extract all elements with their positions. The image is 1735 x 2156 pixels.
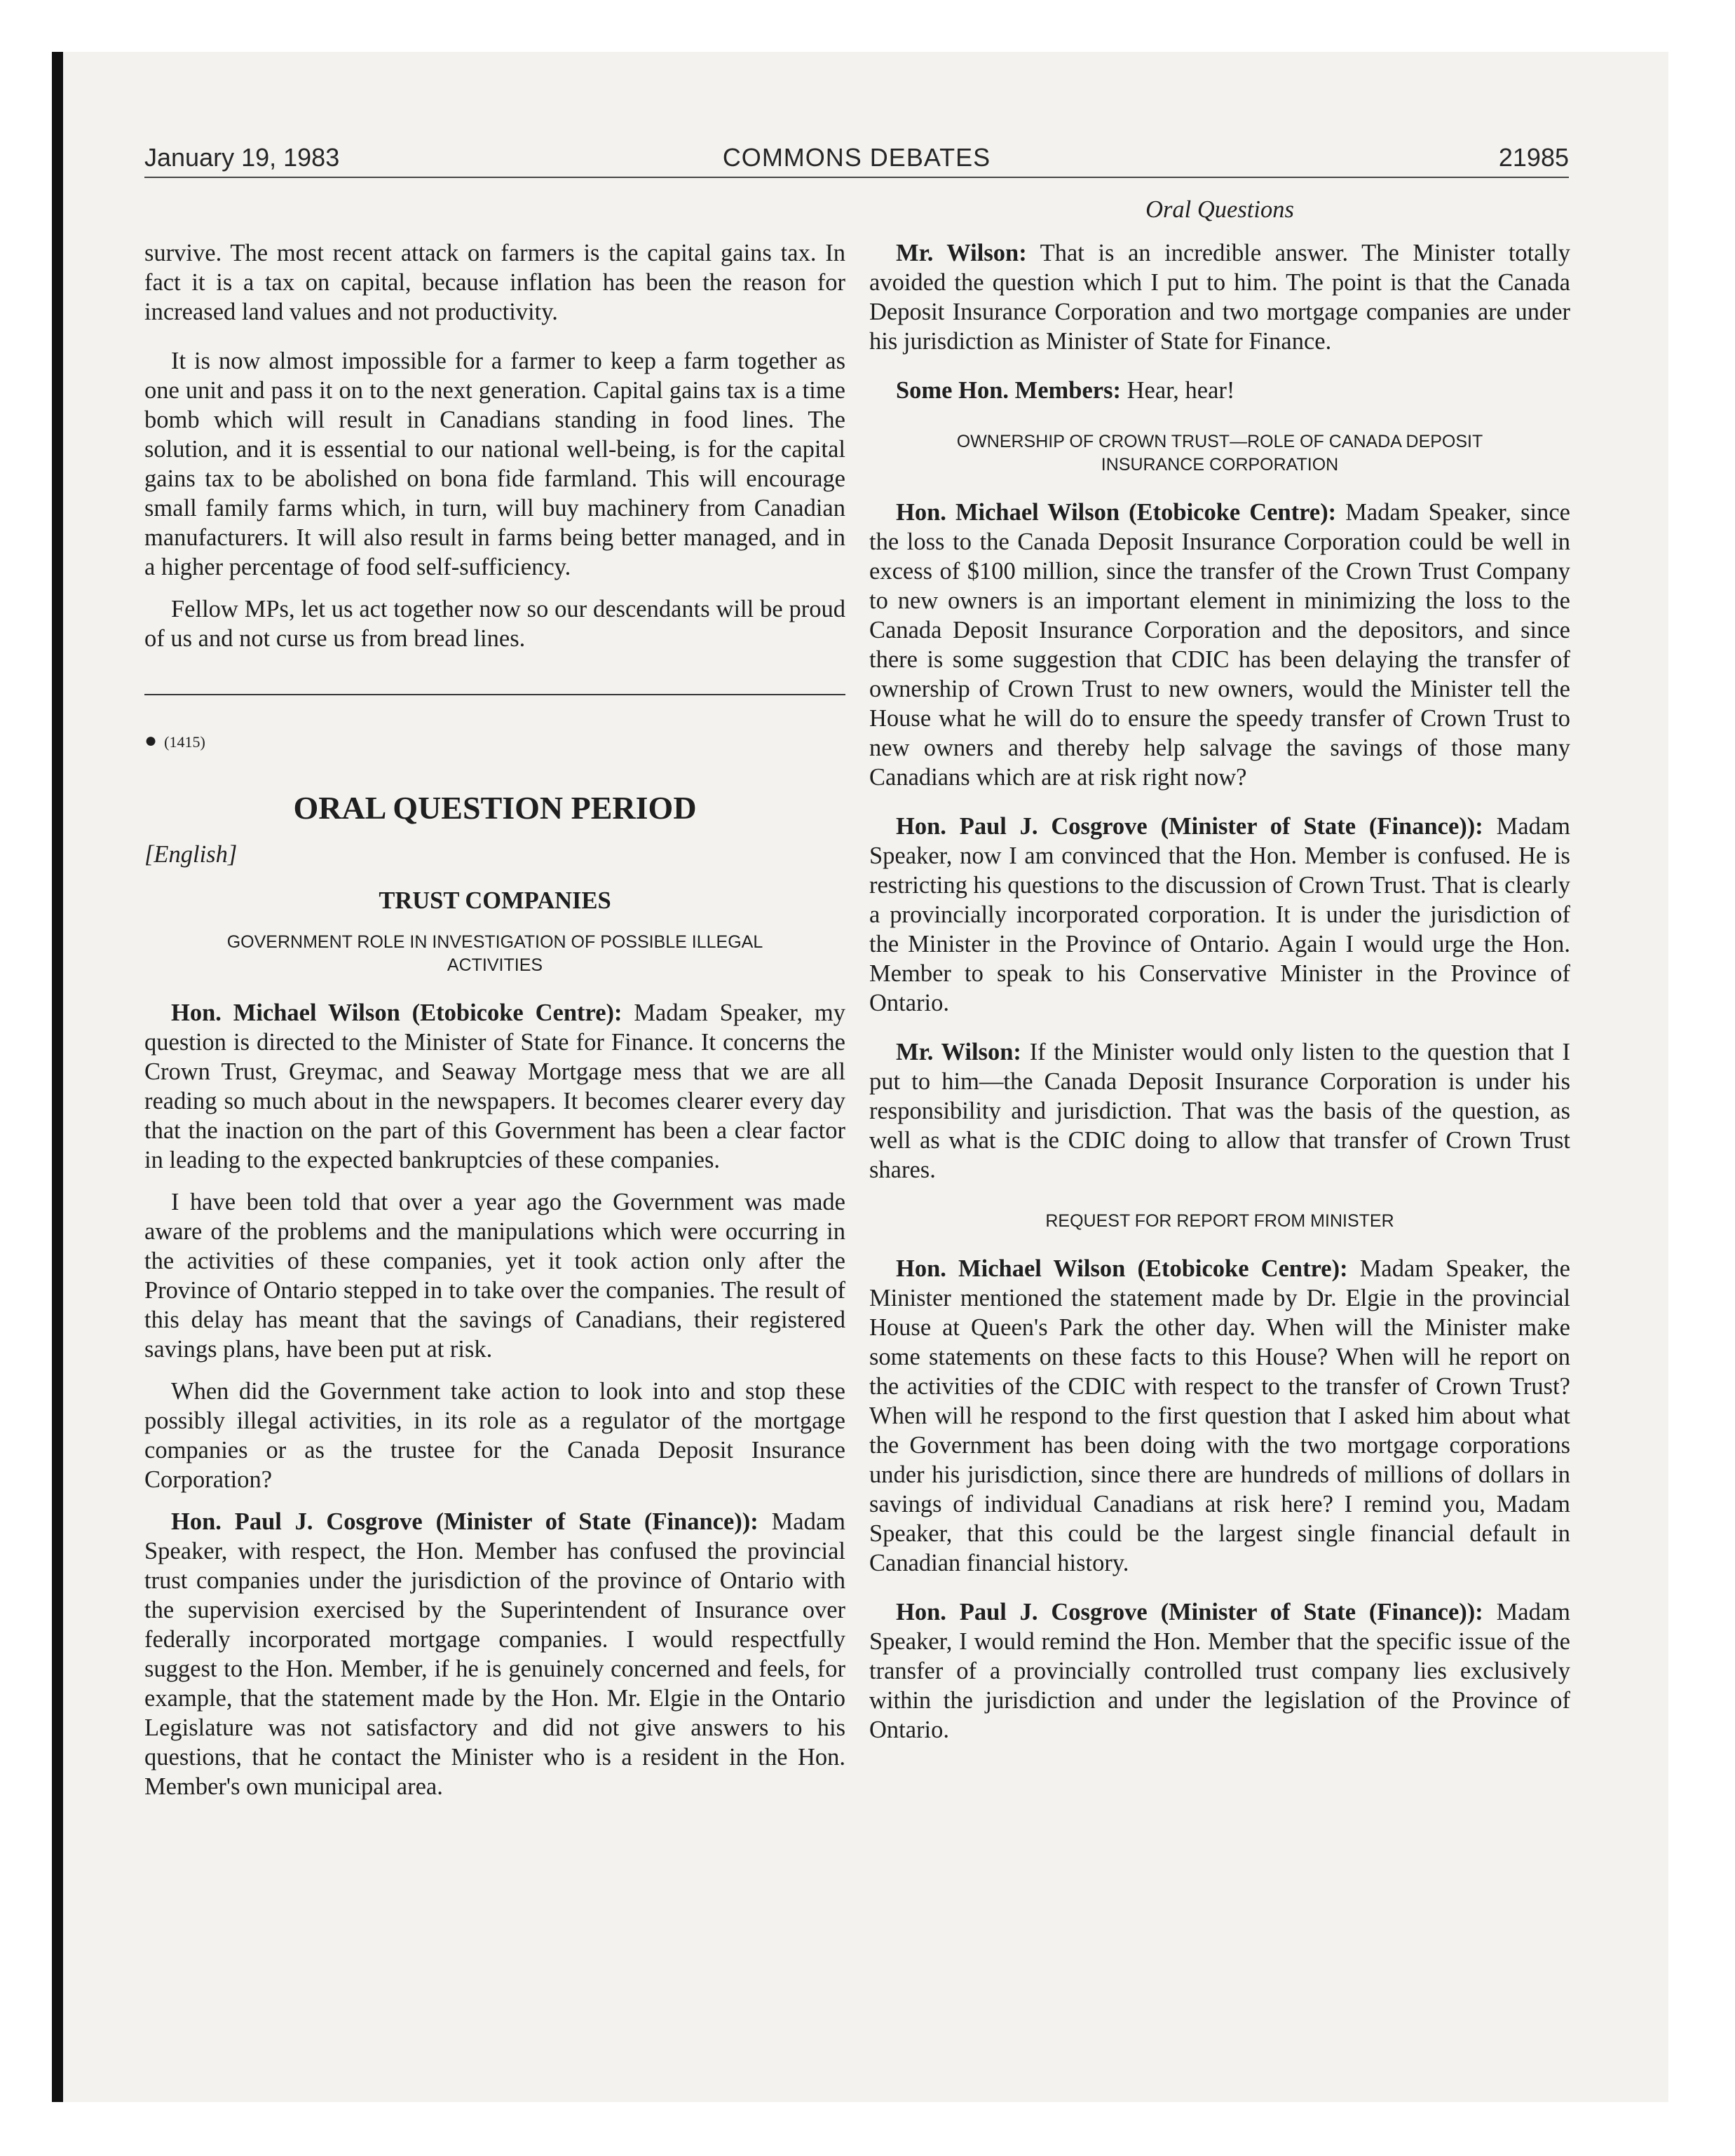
topic-heading: REQUEST FOR REPORT FROM MINISTER — [1045, 1211, 1394, 1231]
topic-heading: OWNERSHIP OF CROWN TRUST—ROLE OF CANADA DEPOSIT INSURANCE CORPORATION — [956, 432, 1483, 475]
speaker-name: Hon. Paul J. Cosgrove (Minister of State (Finance)): — [171, 1508, 758, 1535]
section-divider — [144, 694, 845, 695]
speech — [869, 812, 1570, 1018]
speech — [869, 238, 1570, 356]
header-date: January 19, 1983 — [144, 143, 340, 172]
speech-text: Madam Speaker, the Minister mentioned the statement made by Dr. Elgie in the provincial House at Queen's Park the other day. When will the Minister make some statements on these facts to this House? When will he report on the activities of the CDIC with respect to the transfer of Crown Trust? When will he respond to the first question that I asked him about what the Government has been doing with the two mortgage corporations under his jurisdiction, since there are hundreds of millions of dollars in savings of individual Canadians at risk here? I remind you, Madam Speaker, that this could be the largest single financial default in Canadian financial history. — [869, 1255, 1570, 1576]
paragraph: It is now almost impossible for a farmer to keep a farm together as one unit and pass it on to the next generation. Capital gains tax is a time bomb which will result in Canadians standing in food lines. The solution, and it is essential to our national well-being, is for the capital gains tax to be abolished on bona fide farmland. This will encourage small family farms which, in turn, will buy machinery from Canadian manufacturers. It will also result in farms being better managed, and in a higher percentage of food self-sufficiency. — [144, 348, 845, 580]
paragraph: I have been told that over a year ago the Government was made aware of the problems and the manipulations which were occurring in the activities of these companies, yet it took action only after the Province of Ontario stepped in to take over the companies. The result of this delay has meant that the savings of Canadians, their registered savings plans, have been put at risk. — [144, 1189, 845, 1363]
speaker-name: Mr. Wilson: — [896, 240, 1027, 266]
left-column — [144, 238, 845, 1814]
scan-edge — [52, 52, 63, 2102]
speech — [869, 498, 1570, 792]
speaker-name: Some Hon. Members: — [896, 377, 1121, 404]
subject-heading: TRUST COMPANIES — [379, 887, 611, 914]
speech — [869, 1037, 1570, 1185]
speech — [144, 1507, 845, 1801]
speech-text: That is an incredible answer. The Minister totally avoided the question which I put to him. The point is that the Canada Deposit Insurance Corporation and two mortgage companies are under his jurisdiction as Minister of State for Finance. — [869, 240, 1571, 355]
speaker-name: Mr. Wilson: — [896, 1039, 1021, 1065]
right-column — [869, 196, 1571, 1757]
header-rule — [144, 177, 1569, 178]
speech — [869, 1597, 1570, 1745]
time-marker — [144, 726, 845, 757]
speech — [869, 376, 1570, 405]
speech-text: Madam Speaker, since the loss to the Canada Deposit Insurance Corporation could be well in excess of $100 million, since the transfer of the Crown Trust Company to new owners is an important element in minimizing the loss to the Canada Deposit Insurance Corporation and the depositors, and since there is some suggestion that CDIC has been delaying the transfer of ownership of Crown Trust to new owners, would the Minister tell the House what he will do to ensure the speedy transfer of Crown Trust to new owners and thereby help salvage the savings of those many Canadians which are at risk right now? — [869, 499, 1570, 791]
speaker-name: Hon. Michael Wilson (Etobicoke Centre): — [896, 499, 1337, 526]
language-tag: [English] — [144, 841, 238, 868]
speaker-name: Hon. Paul J. Cosgrove (Minister of State (Finance)): — [896, 813, 1483, 840]
page-header — [144, 143, 1569, 178]
header-page-number: 21985 — [1498, 143, 1569, 172]
speech-text: If the Minister would only listen to the question that I put to him—the Canada Deposit Insurance Corporation is under his responsibility and jurisdiction. That was the basis of the question, as well as what is the CDIC doing to allow that transfer of Crown Trust shares. — [869, 1039, 1571, 1183]
speaker-name: Hon. Paul J. Cosgrove (Minister of State (Finance)): — [896, 1599, 1483, 1625]
speech — [869, 1254, 1570, 1578]
header-title: COMMONS DEBATES — [722, 143, 991, 172]
speech-text: Hear, hear! — [1120, 377, 1235, 404]
speech-text: Madam Speaker, now I am convinced that the Hon. Member is confused. He is restricting his questions to the discussion of Crown Trust. That is clearly a provincially incorporated corporation. It is under the jurisdiction of the Minister in the Province of Ontario. Again I would urge the Hon. Member to speak to his Conservative Minister in the Province of Ontario. — [869, 813, 1570, 1016]
speech-text: Madam Speaker, with respect, the Hon. Member has confused the provincial trust companies under the jurisdiction of the province of Ontario with the supervision exercised by the Superintendent of Insurance over federally incorporated mortgage companies. I would respectfully suggest to the Hon. Member, if he is genuinely concerned and feels, for example, that the statement made by the Hon. Mr. Elgie in the Ontario Legislature was not satisfactory and did not give answers to his questions, that he contact the Minister who is a resident in the Hon. Member's own municipal area. — [144, 1508, 845, 1800]
paragraph: When did the Government take action to look into and stop these possibly illegal activities, in its role as a regulator of the mortgage companies or as the trustee for the Canada Deposit Insurance Corporation? — [144, 1378, 845, 1493]
running-head: Oral Questions — [1145, 196, 1294, 223]
speech-text: Madam Speaker, I would remind the Hon. Member that the specific issue of the transfer of a provincially controlled trust company lies exclusively within the jurisdiction and under the legislation of the Province of Ontario. — [869, 1599, 1570, 1743]
topic-heading: GOVERNMENT ROLE IN INVESTIGATION OF POSSIBLE ILLEGAL ACTIVITIES — [226, 932, 763, 975]
speaker-name: Hon. Michael Wilson (Etobicoke Centre): — [896, 1255, 1348, 1282]
main-heading: ORAL QUESTION PERIOD — [293, 790, 697, 826]
time-marker-label: (1415) — [164, 733, 205, 751]
paragraph: Fellow MPs, let us act together now so our descendants will be proud of us and not curse us from bread lines. — [144, 596, 845, 652]
bullet-icon: ● — [144, 729, 158, 752]
speech-text: Madam Speaker, my question is directed to the Minister of State for Finance. It concerns the Crown Trust, Greymac, and Seaway Mortgage mess that we are all reading so much about in the newspapers. It becomes clearer every day that the inaction on the part of this Government has been a clear factor in leading to the expected bankruptcies of these companies. — [144, 999, 845, 1173]
speaker-name: Hon. Michael Wilson (Etobicoke Centre): — [171, 999, 622, 1026]
speech — [144, 998, 845, 1175]
paragraph: survive. The most recent attack on farmers is the capital gains tax. In fact it is a tax on capital, because inflation has been the reason for increased land values and not productivity. — [144, 240, 845, 325]
